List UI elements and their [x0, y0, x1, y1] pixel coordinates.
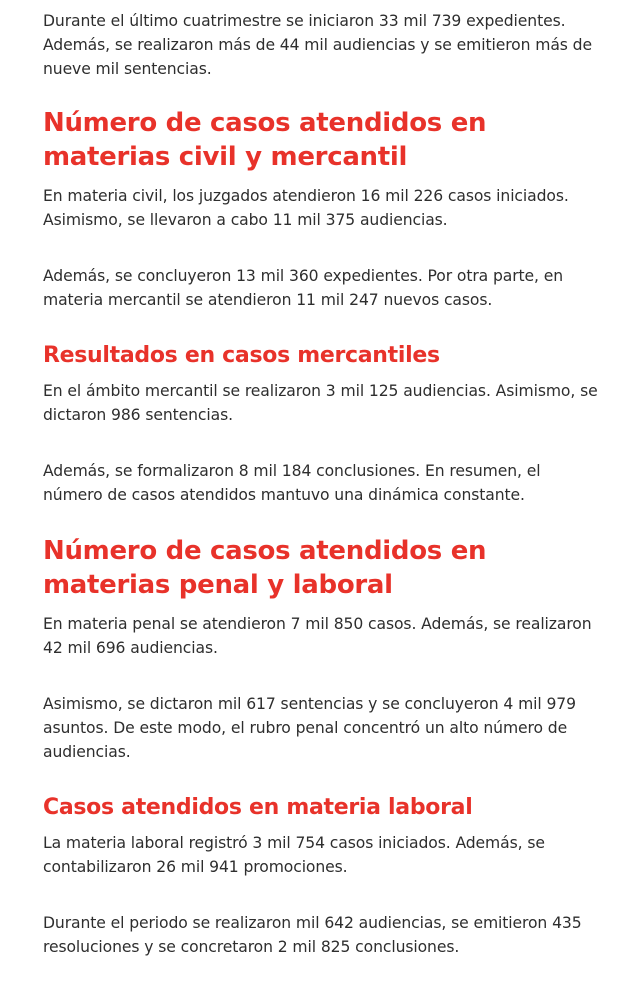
penal-laboral-heading: Número de casos atendidos en materias penal y laboral	[43, 536, 487, 600]
mercantil-paragraph-2: Además, se formalizaron 8 mil 184 conclusiones. En resumen, el número de casos atendidos mantuvo una dinámica constante.	[43, 462, 541, 504]
laboral-heading: Casos atendidos en materia laboral	[43, 795, 473, 820]
penal-paragraph-2: Asimismo, se dictaron mil 617 sentencias y se concluyeron 4 mil 979 asuntos. De este modo, el rubro penal concentró un alto número de audiencias.	[43, 695, 576, 761]
laboral-paragraph-2: Durante el periodo se realizaron mil 642 audiencias, se emitieron 435 resoluciones y se concretaron 2 mil 825 conclusiones.	[43, 914, 582, 956]
intro-paragraph: Durante el último cuatrimestre se iniciaron 33 mil 739 expedientes. Además, se realizaron más de 44 mil audiencias y se emitieron más de nueve mil sentencias.	[43, 12, 592, 78]
laboral-paragraph-1: La materia laboral registró 3 mil 754 casos iniciados. Además, se contabilizaron 26 mil 941 promociones.	[43, 834, 545, 876]
civil-paragraph-2: Además, se concluyeron 13 mil 360 expedientes. Por otra parte, en materia mercantil se atendieron 11 mil 247 nuevos casos.	[43, 267, 564, 309]
civil-paragraph-1: En materia civil, los juzgados atendieron 16 mil 226 casos iniciados. Asimismo, se llevaron a cabo 11 mil 375 audiencias.	[43, 187, 569, 229]
article-body	[43, 9, 603, 959]
mercantil-results-heading: Resultados en casos mercantiles	[43, 343, 440, 368]
penal-paragraph-1: En materia penal se atendieron 7 mil 850 casos. Además, se realizaron 42 mil 696 audiencias.	[43, 615, 592, 657]
mercantil-paragraph-1: En el ámbito mercantil se realizaron 3 mil 125 audiencias. Asimismo, se dictaron 986 sentencias.	[43, 382, 598, 424]
civil-mercantil-heading: Número de casos atendidos en materias civil y mercantil	[43, 108, 487, 172]
